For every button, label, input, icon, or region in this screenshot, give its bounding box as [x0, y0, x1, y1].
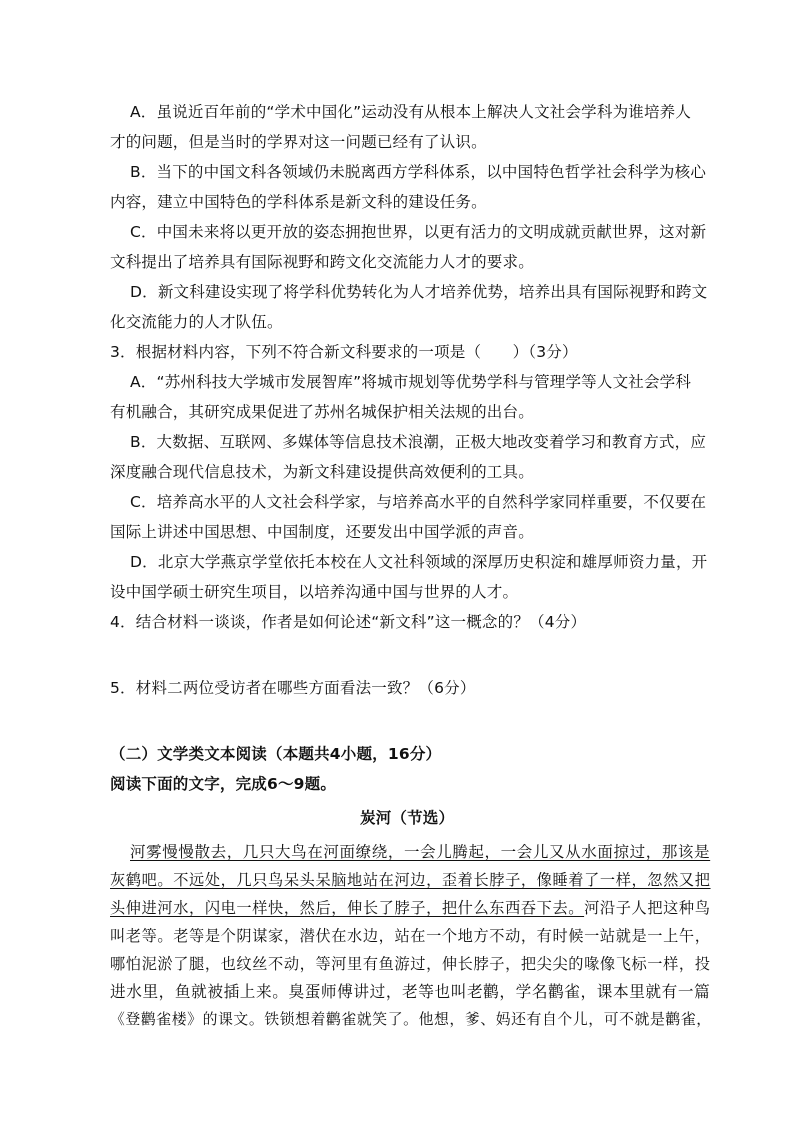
q3-option-a-line2: 有机融合，其研究成果促进了苏州名城保护相关法规的出台。 — [110, 403, 534, 421]
q3-option-d-line1: D．北京大学燕京学堂依托本校在人文社科领域的深厚历史积淀和雄厚师资力量，开 — [130, 553, 708, 571]
passage-line-5: 哪怕泥淤了腿，也纹丝不动，等河里有鱼游过，伸长脖子，把尖尖的喙像飞标一样，投 — [110, 955, 711, 973]
question-5: 5．材料二两位受访者在哪些方面看法一致？（6分） — [110, 679, 476, 697]
passage-line-3 — [110, 898, 711, 918]
q3-option-c-line2: 国际上讲述中国思想、中国制度，还要发出中国学派的声音。 — [110, 523, 534, 541]
reading-instruction: 阅读下面的文字，完成6～9题。 — [110, 775, 337, 793]
passage-line-3-rest: 河沿子人把这种鸟 — [584, 899, 711, 917]
q2-option-b-line1: B．当下的中国文科各领域仍未脱离西方学科体系，以中国特色哲学社会科学为核心 — [130, 163, 707, 181]
question-3: 3．根据材料内容，下列不符合新文科要求的一项是（ ）（3分） — [110, 343, 578, 361]
q3-option-b-line2: 深度融合现代信息技术，为新文科建设提供高效便利的工具。 — [110, 463, 534, 481]
q2-option-c-line2: 文科提出了培养具有国际视野和跨文化交流能力人才的要求。 — [110, 253, 534, 271]
q2-option-d-line1: D．新文科建设实现了将学科优势转化为人才培养优势，培养出具有国际视野和跨文 — [130, 283, 708, 301]
passage-line-3-underlined: 头伸进河水，闪电一样快，然后，伸长了脖子，把什么东西吞下去。 — [110, 899, 585, 917]
q3-option-c-line1: C．培养高水平的人文社会科学家，与培养高水平的自然科学家同样重要，不仅要在 — [130, 493, 707, 511]
passage-line-2: 灰鹤吧。不远处，几只鸟呆头呆脑地站在河边，歪着长脖子，像睡着了一样，忽然又把 — [110, 871, 711, 889]
q2-option-d-line2: 化交流能力的人才队伍。 — [110, 313, 283, 331]
q2-option-a-line1: A．虽说近百年前的“学术中国化”运动没有从根本上解决人文社会学科为谁培养人 — [130, 103, 692, 121]
q2-option-b-line2: 内容，建立中国特色的学科体系是新文科的建设任务。 — [110, 193, 487, 211]
section-heading: （二）文学类文本阅读（本题共4小题，16分） — [110, 745, 442, 763]
q2-option-c-line1: C．中国未来将以更开放的姿态拥抱世界，以更有活力的文明成就贡献世界，这对新 — [130, 223, 707, 241]
q3-option-a-line1: A．“苏州科技大学城市发展智库”将城市规划等优势学科与管理学等人文社会学科 — [130, 373, 692, 391]
q3-option-d-line2: 设中国学硕士研究生项目，以培养沟通中国与世界的人才。 — [110, 583, 519, 601]
passage-title: 炭河（节选） — [360, 809, 455, 827]
passage-line-1: 河雾慢慢散去，几只大鸟在河面缭绕，一会儿腾起，一会儿又从水面掠过，那该是 — [130, 843, 711, 861]
passage-line-6: 进水里，鱼就被插上来。臭蛋师傅讲过，老等也叫老鹳，学名鹳雀，课本里就有一篇 — [110, 982, 711, 1001]
q3-option-b-line1: B．大数据、互联网、多媒体等信息技术浪潮，正极大地改变着学习和教育方式，应 — [130, 433, 707, 451]
passage-line-4: 叫老等。老等是个阴谋家，潜伏在水边，站在一个地方不动，有时候一站就是一上午， — [110, 927, 711, 945]
question-4: 4．结合材料一谈谈，作者是如何论述“新文科”这一概念的？（4分） — [110, 613, 587, 631]
passage-line-7: 《登鹳雀楼》的课文。铁锁想着鹳雀就笑了。他想，爹、妈还有自个儿，可不就是鹳雀， — [110, 1011, 712, 1028]
q2-option-a-line2: 才的问题，但是当时的学界对这一问题已经有了认识。 — [110, 133, 487, 151]
